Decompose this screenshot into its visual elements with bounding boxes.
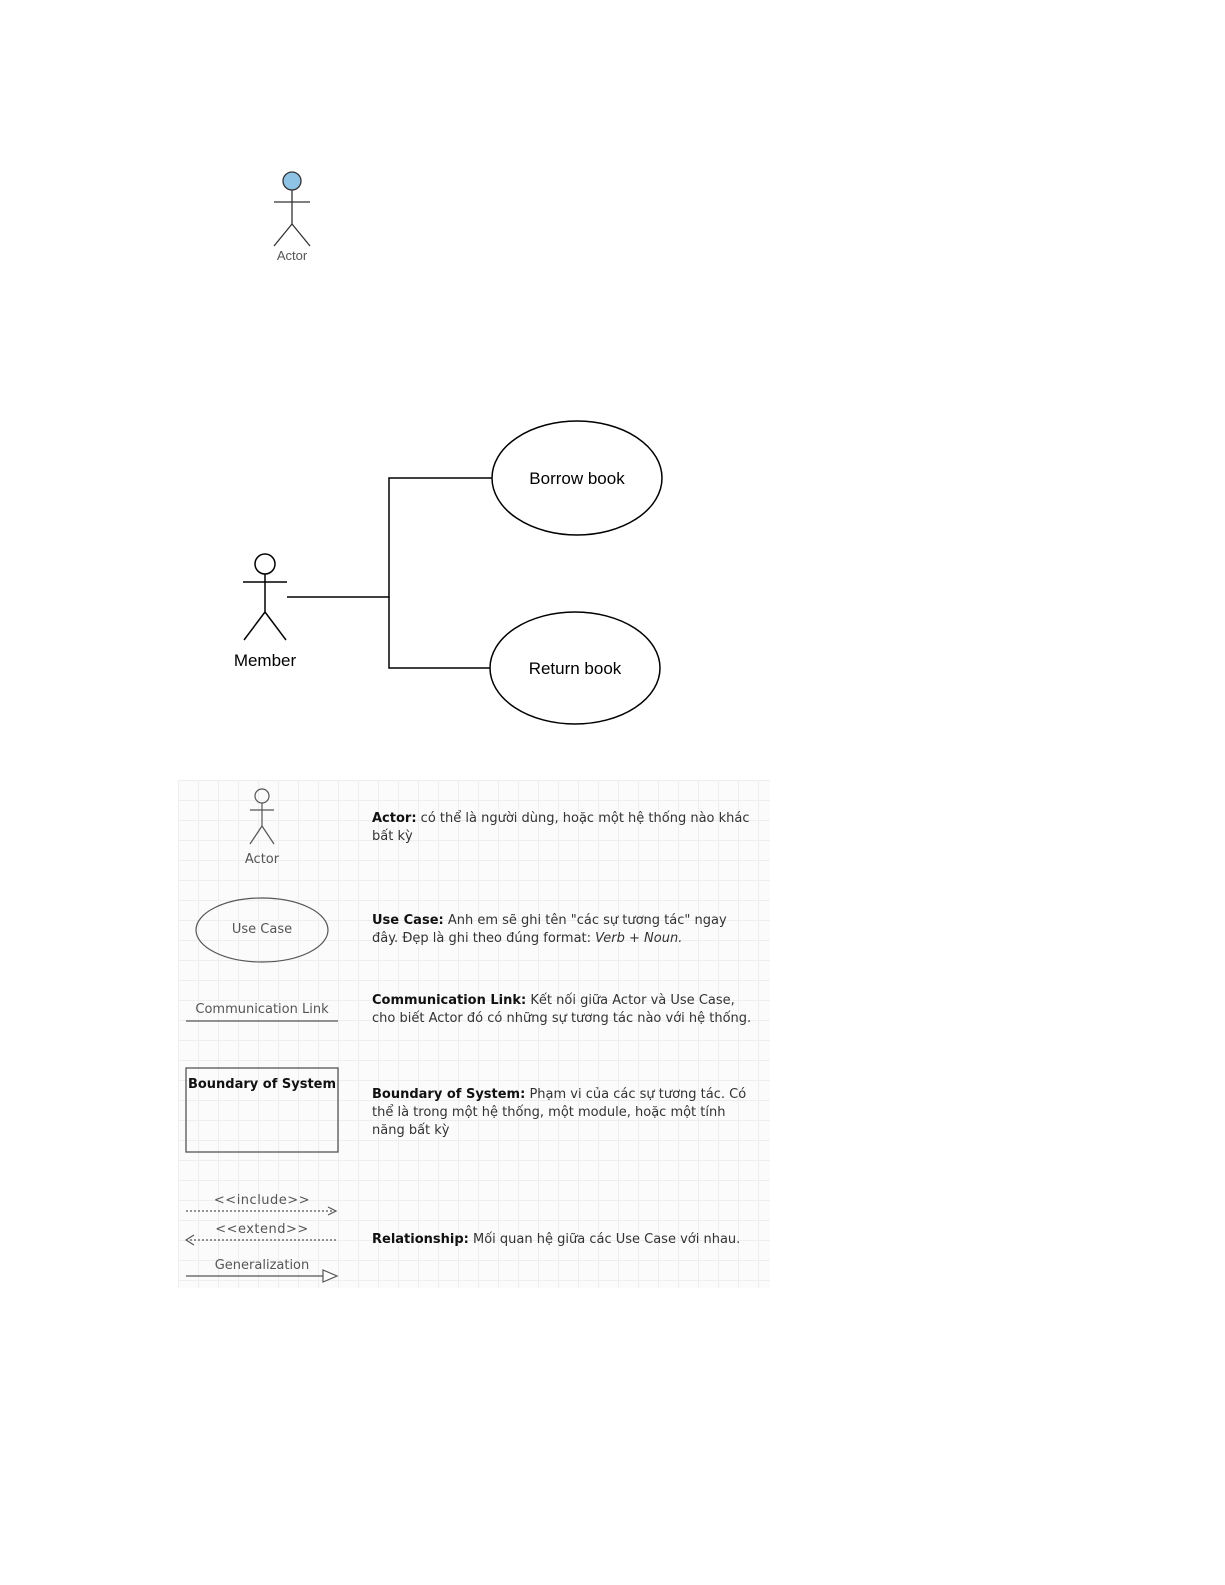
usecase-diagram	[220, 410, 680, 730]
legend-actor-term: Actor:	[372, 811, 417, 826]
legend-usecase-format: Verb + Noun.	[595, 931, 683, 946]
legend-usecase-label: Use Case	[231, 922, 293, 937]
legend-actor-label: Actor	[244, 852, 280, 867]
usecase-return-book-label: Return book	[528, 659, 622, 678]
legend-relationship-term: Relationship:	[372, 1232, 469, 1247]
legend-relationship-text: Mối quan hệ giữa các Use Case với nhau.	[473, 1232, 741, 1247]
connector-member-borrow	[287, 478, 494, 597]
legend-communication-link-term: Communication Link:	[372, 993, 527, 1008]
member-actor-label: Member	[233, 651, 297, 670]
legend-generalization-label: Generalization	[214, 1258, 310, 1273]
legend-boundary-description	[372, 1086, 752, 1140]
legend-include-arrow	[186, 1207, 336, 1215]
actor-example-head	[283, 172, 301, 190]
member-actor-figure	[243, 554, 287, 640]
legend-extend-label: <<extend>>	[215, 1222, 309, 1237]
connector-member-return	[389, 597, 490, 668]
legend-boundary-text: Phạm vi của các sự tương tác. Có thể là trong một hệ thống, một module, hoặc một tính năng bất kỳ	[372, 1087, 747, 1138]
legend-communication-link-label: Communication Link	[195, 1002, 329, 1017]
legend-communication-link-text: Kết nối giữa Actor và Use Case, cho biết Actor đó có những sự tương tác nào với hệ thống.	[372, 993, 752, 1026]
usecase-borrow-book-label: Borrow book	[529, 469, 625, 488]
uml-legend	[178, 780, 770, 1288]
legend-usecase-term: Use Case:	[372, 913, 444, 928]
legend-communication-link-description	[372, 992, 752, 1028]
actor-example-figure	[262, 168, 322, 248]
legend-actor-text: có thể là người dùng, hoặc một hệ thống nào khác bất kỳ	[372, 811, 750, 844]
legend-boundary-label: Boundary of System	[187, 1077, 337, 1092]
legend-include-label: <<include>>	[213, 1193, 311, 1208]
legend-usecase-text: Anh em sẽ ghi tên "các sự tương tác" ngay đây. Đẹp là ghi theo đúng format:	[372, 913, 727, 946]
legend-boundary-term: Boundary of System:	[372, 1087, 526, 1102]
actor-example-label: Actor	[276, 248, 308, 263]
legend-actor-symbol	[250, 789, 274, 844]
legend-actor-description	[372, 810, 752, 846]
legend-usecase-description	[372, 912, 752, 948]
legend-relationship-description	[372, 1231, 752, 1249]
